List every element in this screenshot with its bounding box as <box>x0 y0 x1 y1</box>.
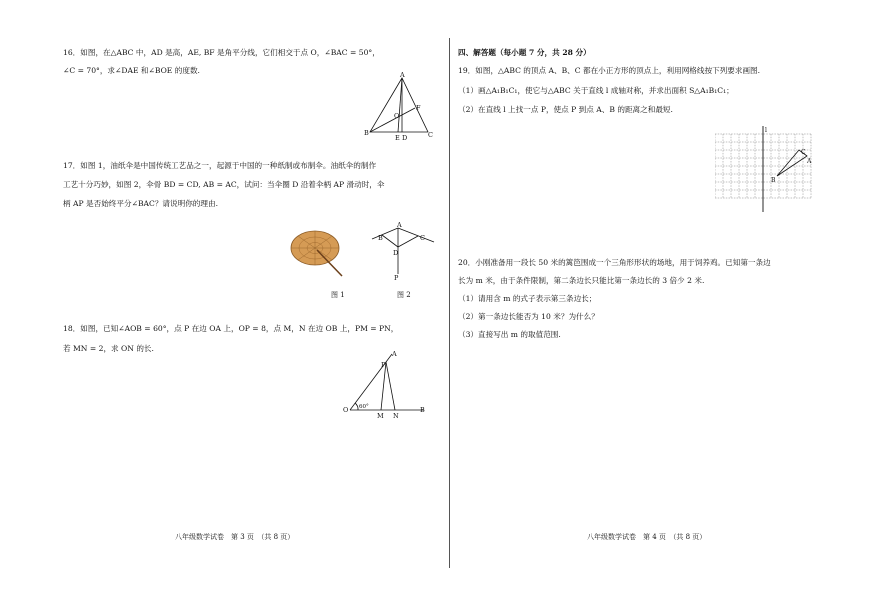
diag-label-a: A <box>397 222 402 229</box>
q19-line2: （1）画△A₁B₁C₁，使它与△ABC 关于直线 l 成轴对称，并求出面积 S△A₁B₁C₁； <box>458 86 734 95</box>
label-b: B <box>364 129 369 137</box>
page-divider <box>449 38 450 568</box>
section-title: 四、解答题（每小题 7 分，共 28 分） <box>458 48 591 57</box>
q18-label-p: P <box>381 361 386 369</box>
q16-triangle-figure <box>360 72 440 144</box>
q17-line3: 柄 AP 是否始终平分∠BAC？请说明你的理由. <box>63 199 218 208</box>
grid-label-b: B <box>771 177 776 184</box>
diag-label-d: D <box>393 249 399 257</box>
umbrella-picture <box>290 226 350 282</box>
fig1-caption: 图 1 <box>331 291 345 299</box>
q18-label-angle: 60° <box>359 404 369 410</box>
q19-line1: 19．如图，△ABC 的顶点 A、B、C 都在小正方形的顶点上，利用网格线按下列要求画图. <box>458 66 761 75</box>
segment-pm <box>381 362 386 410</box>
segment-pn <box>386 362 395 410</box>
right-footer: 八年级数学试卷 第 4 页 （共 8 页） <box>587 533 707 541</box>
q20-line4: （2）第一条边长能否为 10 米？为什么？ <box>458 312 599 321</box>
grid-label-l: l <box>765 127 767 134</box>
bisector-ae <box>398 78 402 132</box>
q20-line3: （1）请用含 m 的式子表示第三条边长； <box>458 294 597 303</box>
q20-line5: （3）直接写出 m 的取值范围. <box>458 330 561 339</box>
q19-grid-figure <box>715 126 815 214</box>
q18-label-n: N <box>393 412 399 420</box>
q16-line1: 16．如图，在△ABC 中，AD 是高，AE, BF 是角平分线，它们相交于点 O，∠BAC = 50°， <box>63 48 380 57</box>
q18-label-o: O <box>343 406 349 414</box>
label-d: D <box>402 134 408 142</box>
grid-label-c: C <box>801 149 806 156</box>
q18-label-b: B <box>420 406 425 414</box>
q20-line1: 20．小刚准备用一段长 50 米的篱笆围成一个三角形形状的场地，用于饲养鸡。已知第一条边 <box>458 258 771 267</box>
q17-line1: 17．如图 1，油纸伞是中国传统工艺品之一，起源于中国的一种纸制或布制伞。油纸伞的制作 <box>63 161 377 170</box>
q20-line2: 长为 m 米，由于条件限制，第二条边长只能比第一条边长的 3 倍少 2 米. <box>458 276 705 285</box>
fig2-caption: 图 2 <box>397 291 411 299</box>
label-a: A <box>400 72 405 79</box>
q18-label-m: M <box>377 412 384 420</box>
left-footer: 八年级数学试卷 第 3 页 （共 8 页） <box>175 533 295 541</box>
umbrella-diagram <box>368 222 440 284</box>
q17-line2: 工艺十分巧妙，如图 2，伞骨 BD = CD, AB = AC，试问：当伞圈 D 沿着伞柄 AP 滑动时，伞 <box>63 180 385 189</box>
label-c: C <box>428 131 433 139</box>
label-f: F <box>416 104 421 112</box>
q18-line1: 18．如图，已知∠AOB = 60°，点 P 在边 OA 上，OP = 8，点 M，N 在边 OB 上，PM = PN， <box>63 324 399 333</box>
diag-label-p: P <box>394 274 399 282</box>
q19-line3: （2）在直线 l 上找一点 P，使点 P 到点 A、B 的距离之和最短. <box>458 105 673 114</box>
label-e: E <box>395 134 400 142</box>
q18-line2: 若 MN = 2，求 ON 的长. <box>63 344 154 353</box>
diag-label-b: B <box>378 234 383 242</box>
grid-label-a: A <box>807 158 812 165</box>
q16-line2: ∠C = 70°，求∠DAE 和∠BOE 的度数. <box>63 66 200 75</box>
q18-angle-figure <box>340 348 432 420</box>
diag-label-c: C <box>420 234 425 242</box>
right-page <box>452 0 870 614</box>
label-o: O <box>394 112 400 120</box>
q18-label-a: A <box>392 350 397 358</box>
